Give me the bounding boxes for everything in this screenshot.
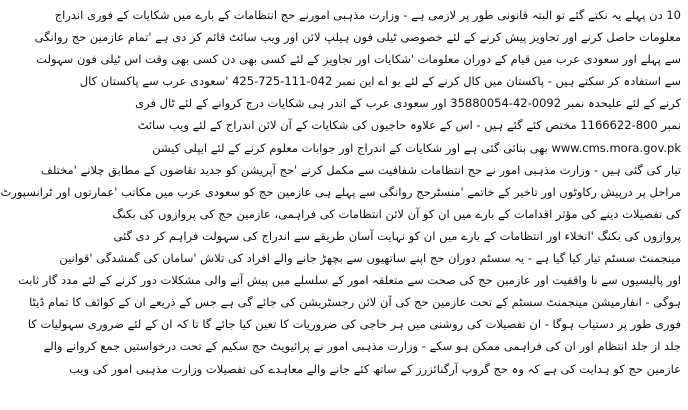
text-line: سے پہلے اور سعودی عرب میں قیام کے دوران معلومات 'شکایات اور تجاویز کے لئے کسی بھی دن کسی بھی وقت اس ٹیلی فون سہولت	[36, 52, 681, 67]
text-line: کرنے کے لئے علیحدہ نمبر 0092-42-35880054 اور سعودی عرب کے اندر ہی شکایات درج کروانے کے لئے ٹال فری	[135, 96, 681, 111]
article-body	[0, 4, 681, 380]
text-line: پروازوں کی بکنگ 'انخلاء اور انتظامات کے بارے میں ان کو نہایت آسان طریقے سے اندراج کی سہولت فراہم کر دی گئی	[113, 228, 681, 243]
text-line: معلومات حاصل کرنے اور تجاویز پیش کرنے کے لئے خصوصی ٹیلی فون ہیلپ لائن اور ویب سائٹ قائم کر دی ہے 'تمام عازمین حج روانگی	[34, 30, 681, 45]
text-line: اور پالیسیوں سے نا واقفیت اور عازمین حج کی صحت سے متعلقہ امور کے سلسلے میں پیش آنے والی مشکلات دور کرنے کے لئے مدد گار ثابت	[17, 273, 681, 288]
text-line: سے استفادہ کر سکتے ہیں - پاکستان میں کال کرنے کے لئے یو اے این نمبر 042-111-725-425 'سعودی عرب سے پاکستان کال	[79, 74, 681, 89]
text-line: 10 دن پہلے یہ نکتے گئے تو البتہ قانونی طور پر لازمی ہے - وزارت مذہبی امورنے حج انتظامات کے بارے میں شکایات کے فوری اندراج	[54, 8, 681, 22]
text-line: مراحل پر درپیش رکاوٹوں اور تاخیر کے خاتمے 'منسٹرحج روانگی سے پہلے ہی عازمین حج کو سعودی عرب میں مکاتب 'عمارتوں اور ٹرانسپورٹ	[0, 184, 681, 199]
text-line: فوری طور پر دستیاب ہوگا - ان تفصیلات کی روشنی میں ہر حاجی کی ضروریات کا تعین کیا جائے گا تا کہ ان کے لئے ضروری سہولیات کا	[27, 317, 681, 332]
text-line: ہوگی - انفارمیشن مینجمنٹ سسٹم کے تحت عازمین حج کی آن لائن رجسٹریشن کی جائے گی ہے جس کے ذریعے ان کے کوائف کا تمام ڈیٹا	[29, 295, 681, 310]
website-link-line[interactable]: www.cms.mora.gov.pk بھی بنائی گئی ہے اور شکایات کے اندراج اور جوابات معلوم کرنے کے لئے ایپلی کیشن	[152, 140, 681, 155]
text-line: جلد از جلد انتظام اور ان کی فراہمی ممکن ہو سکے - وزارت مذہبی امور نے پرائیویٹ حج سکیم کے تحت درخواستیں جمع کروانے والے	[43, 339, 681, 354]
text-line: کی تفصیلات دینے کی مؤثر اقدامات کے بارے میں ان کو آن لائن انتظامات کی فراہمی، عازمین حج کی پروازوں کی بکنگ	[112, 206, 681, 221]
text-line: تیار کی گئی ہیں - وزارت مذہبی امور نے حج انتظامات شفافیت سے مکمل کرنے 'حج آپریشن کو جدید تقاضوں کے مطابق چلانے 'مختلف	[40, 162, 681, 177]
text-line: نمبر 800-1166622 مختص کئے گئے ہیں - اس کے علاوہ حاجیوں کی شکایات کے آن لائن اندراج کے لئے ویب سائٹ	[137, 118, 681, 133]
text-line: مینجمنٹ سسٹم تیار کیا گیا ہے - یہ سسٹم دوران حج اپنے ساتھیوں سے بچھڑ جانے والے افراد کی تلاش 'سامان کی گمشدگی 'قوانین	[59, 251, 681, 266]
text-line: عازمین حج کو ہدایت کی ہے کہ وہ حج گروپ آرگنائزرز کے ساتھ کئے جانے والے معاہدے کی تفصیلات وزارت مذہبی امور کی ویب	[68, 361, 681, 376]
